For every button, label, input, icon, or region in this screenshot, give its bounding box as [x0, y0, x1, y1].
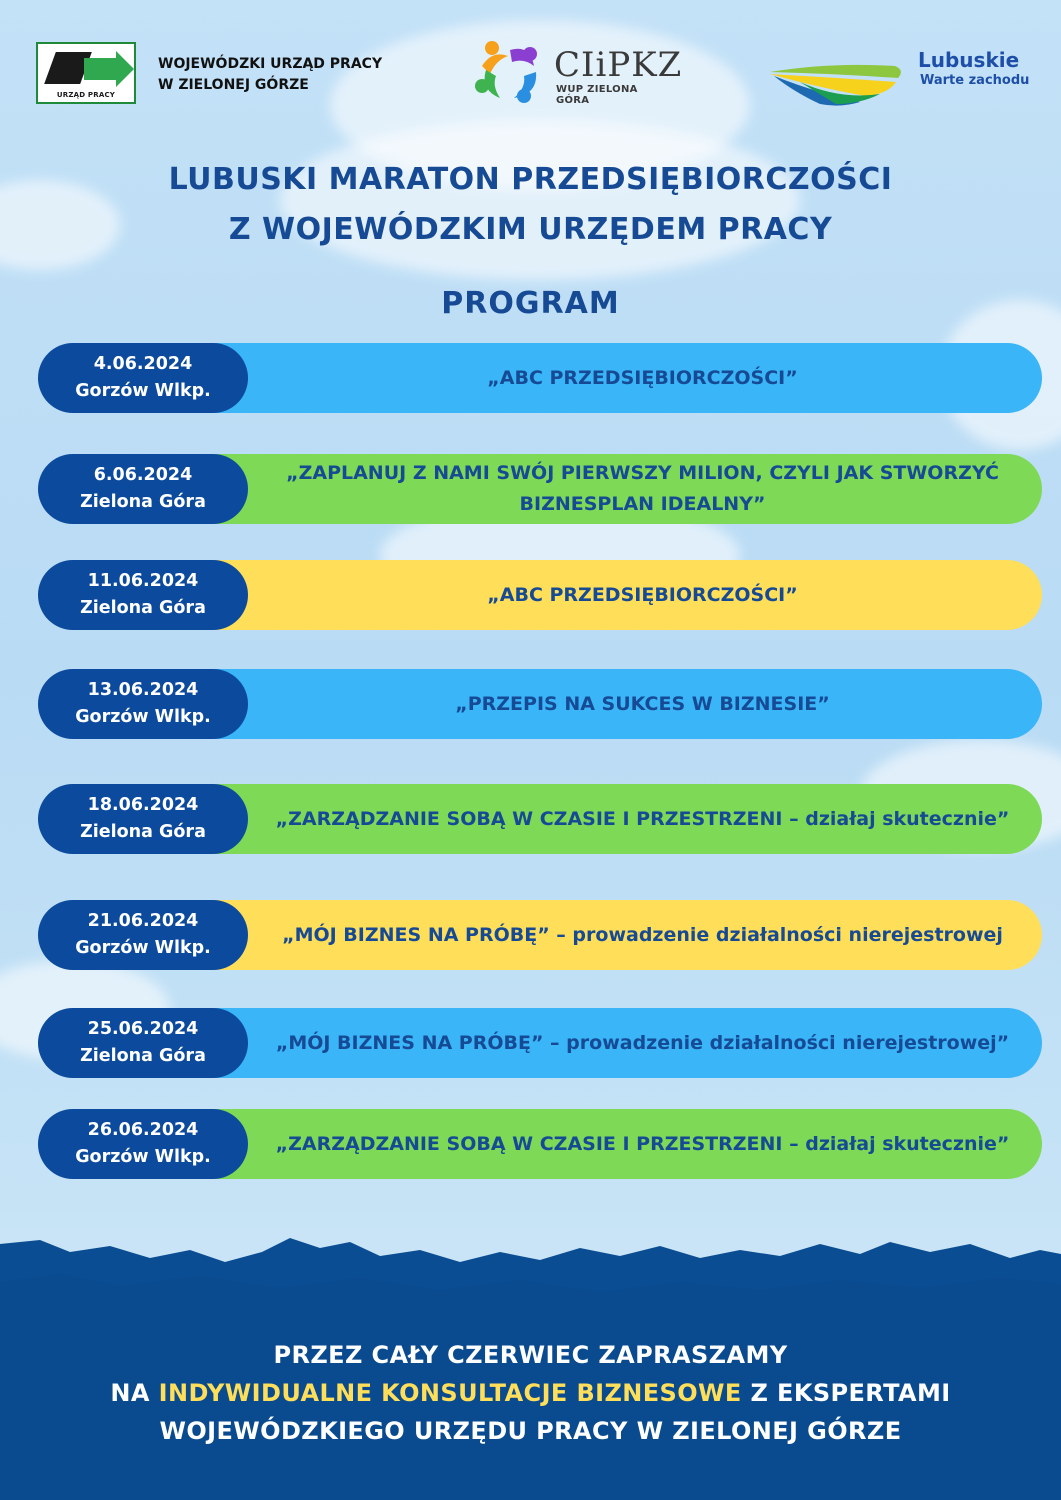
event-date: 25.06.2024 [87, 1019, 199, 1039]
event-place: Gorzów Wlkp. [75, 381, 211, 401]
clipkz-name: CIiPKZ [554, 45, 683, 85]
event-date-badge [38, 1109, 248, 1179]
wup-logo [36, 42, 136, 104]
event-title: „PRZEPIS NA SUKCES W BIZNESIE” [455, 692, 830, 715]
event-date: 18.06.2024 [87, 795, 199, 815]
event-place: Gorzów Wlkp. [75, 938, 211, 958]
clipkz-logo [474, 36, 683, 112]
event-title: „ZAPLANUJ Z NAMI SWÓJ PIERWSZY MILION, CZYLI JAK STWORZYĆ BIZNESPLAN IDEALNY” [286, 462, 999, 515]
event-title: „ABC PRZEDSIĘBIORCZOŚCI” [487, 583, 798, 606]
page-title-line1: LUBUSKI MARATON PRZEDSIĘBIORCZOŚCI [168, 162, 893, 197]
wup-name-line1: WOJEWÓDZKI URZĄD PRACY [158, 56, 383, 72]
wup-name-line2: W ZIELONEJ GÓRZE [158, 77, 309, 93]
people-circle-icon [474, 36, 544, 106]
lubuskie-slogan: Warte zachodu [920, 73, 1030, 88]
event-row [38, 454, 1042, 524]
arrow-right-icon [84, 58, 118, 80]
event-date: 21.06.2024 [87, 911, 199, 931]
event-title: „ABC PRZEDSIĘBIORCZOŚCI” [487, 366, 798, 389]
footer-invitation [0, 1336, 1061, 1450]
event-row [38, 560, 1042, 630]
event-date: 11.06.2024 [87, 571, 199, 591]
event-place: Zielona Góra [80, 598, 206, 618]
event-title: „MÓJ BIZNES NA PRÓBĘ” – prowadzenie działalności nierejestrowej” [275, 1031, 1010, 1054]
event-date-badge [38, 669, 248, 739]
event-date: 26.06.2024 [87, 1120, 199, 1140]
event-date-badge [38, 454, 248, 524]
lubuskie-wave-icon [770, 60, 910, 110]
event-row [38, 784, 1042, 854]
footer-line3: WOJEWÓDZKIEGO URZĘDU PRACY W ZIELONEJ GÓRZE [159, 1417, 902, 1445]
event-place: Zielona Góra [80, 1046, 206, 1066]
event-place: Gorzów Wlkp. [75, 1147, 211, 1167]
event-row [38, 669, 1042, 739]
event-date-badge [38, 1008, 248, 1078]
page-title-line2: Z WOJEWÓDZKIM URZĘDEM PRACY [228, 212, 833, 247]
event-place: Zielona Góra [80, 492, 206, 512]
footer-highlight: INDYWIDUALNE KONSULTACJE BIZNESOWE [158, 1379, 742, 1407]
event-date: 4.06.2024 [93, 354, 193, 374]
event-row [38, 343, 1042, 413]
event-title: „ZARZĄDZANIE SOBĄ W CZASIE I PRZESTRZENI – działaj skutecznie” [275, 807, 1010, 830]
event-row [38, 1109, 1042, 1179]
wup-name [158, 54, 382, 96]
lubuskie-logo [770, 40, 1040, 110]
event-title: „MÓJ BIZNES NA PRÓBĘ” – prowadzenie działalności nierejestrowej [282, 923, 1003, 946]
program-heading: PROGRAM [441, 286, 620, 321]
event-place: Gorzów Wlkp. [75, 707, 211, 727]
event-date-badge [38, 343, 248, 413]
event-date-badge [38, 784, 248, 854]
event-date: 6.06.2024 [93, 465, 193, 485]
event-title: „ZARZĄDZANIE SOBĄ W CZASIE I PRZESTRZENI – działaj skutecznie” [275, 1132, 1010, 1155]
wup-logo-label: URZĄD PRACY [56, 91, 116, 99]
event-date-badge [38, 900, 248, 970]
lubuskie-name: Lubuskie [918, 48, 1020, 72]
event-row [38, 900, 1042, 970]
event-date-badge [38, 560, 248, 630]
event-row [38, 1008, 1042, 1078]
event-date: 13.06.2024 [87, 680, 199, 700]
clipkz-sub: WUP ZIELONA GÓRA [556, 84, 638, 106]
footer-line1: PRZEZ CAŁY CZERWIEC ZAPRASZAMY [273, 1341, 788, 1369]
footer-line2-suffix: Z EKSPERTAMI [741, 1379, 951, 1407]
event-place: Zielona Góra [80, 822, 206, 842]
cloud-decoration [280, 120, 800, 280]
footer-line2 [0, 1374, 1061, 1412]
footer-line2-prefix: NA [110, 1379, 159, 1407]
